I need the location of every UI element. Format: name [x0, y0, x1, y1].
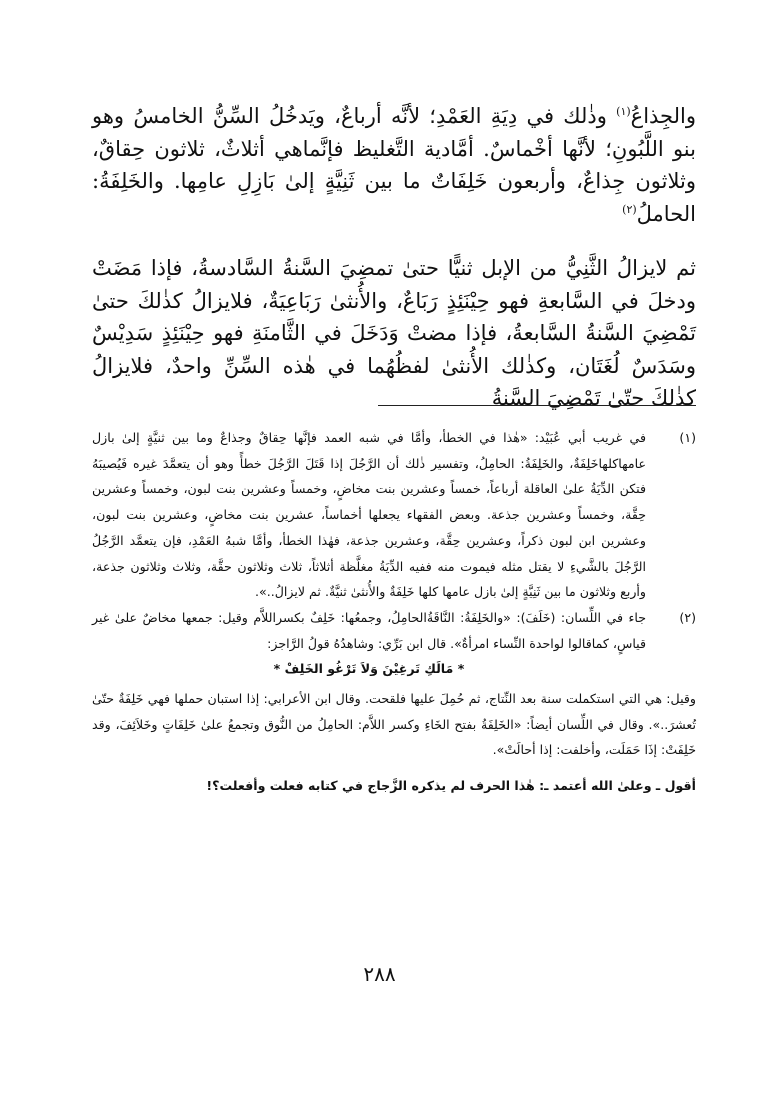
footnote-divider [378, 405, 696, 406]
footnote-1-text: في غريب أبي عُبَيْد: «هٰذا في الخطأ، وأمَّا في شبه العمد فإنَّها حِقاقٌ وجذاعٌ وما بين ثنيَّةٍ إلىٰ بازل عامهاكلهاخَلِفَةٌ، والخَلِفَةُ: الحامِلُ، وتفسير ذٰلك أن الرَّجُلَ إذا قَتَلَ الرَّجُلَ خطأً وهو أن يتعمَّدَ غيره فَيُصيبَهُ فتكن الدِّيَةُ علىٰ العاقلة أرباعاً، خمساً وعشرين بنت مخاضٍ، وخمساً وعشرين بنت لبون، وخمساً وعشرين حِقَّة، وخمساً وعشرين جذعة. وبعض الفقهاء يجعلها أخماساً، عشرين بنت مخاضٍ، وعشرين بنت لبون، وعشرين ابن لبون ذكراً، وعشرين حِقَّة، وعشرين جذعة، فهٰذا الخطأ، وأمَّا شبهُ العَمْدِ، فإن يتعمَّد الرَّجُلُ الرَّجُلَ بالشَّيءِ لا يقتل مثله فيموت منه ففيه الدِّيَةُ مغلَّظة أثلاثاً، ثلاث وثلاثون حقَّة، وثلاث وثلاثون جذعة، وأربع وثلاثون ما بين ثَنِيَّةٍ إلىٰ بازل عامها كلها خَلِفَةٌ والأُنثىٰ ثنيَّةٌ. ثم لايزالُ..». [92, 430, 646, 600]
page-number: ٢٨٨ [363, 962, 396, 986]
footnote-2-body [92, 605, 646, 682]
footnote-2-number: (٢) [679, 609, 696, 625]
footnote-continuation: وقيل: هي التي استكملت سنة بعد النِّتاج، ثم حُمِلَ عليها فلقحت. وقال ابن الأعرابي: إذا استبان حملها فهي خَلِفَةٌ حتّىٰ تُعشرَ..». وقال في اللِّسان أيضاً: «الخَلِفَةُ بفتح الخَاءِ وكسر اللاَّم: الحامِلُ من النُّوق وتجمعُ علىٰ خَلِفَاتٍ وخَلاَئِفَ، وقد خَلِفَتْ: إذَا حَمَلَت، وأخلفت: إذا أحالَتْ». [92, 691, 696, 758]
author-comment: أقول ـ وعلىٰ الله أعتمد ـ: هٰذا الحرف لم يذكره الزَّجاج في كتابه فعلت وأفعلت؟! [206, 778, 696, 794]
main-text [92, 100, 696, 415]
main-paragraph-1 [92, 100, 696, 230]
footnote-ref-2[interactable]: (٢) [622, 202, 637, 216]
footnotes-section [92, 425, 696, 799]
footnote-1 [92, 425, 696, 605]
footnote-ref-1[interactable]: (١) [616, 105, 631, 118]
paragraph1-start: والجِذاعُ [630, 104, 696, 128]
footnote-2 [92, 605, 696, 682]
main-paragraph-2: ثم لايزالُ الثَّنِيُّ من الإبل ثنيًّا حتىٰ تمضِيَ السَّنةُ السَّادسةُ، فإذا مَضَتْ ودخلَ في السَّابعةِ فهو حِيْنَئِذٍ رَبَاعٌ، والأُنثىٰ رَبَاعِيَةٌ، فلايزالُ كذٰلكَ حتىٰ تَمْضِيَ السَّنةُ السَّابعةُ، فإذا مضتْ وَدَخَلَ في الثَّامنَةِ فهو حِيْنَئِذٍ سَدِيْسٌ وسَدَسٌ لُغَتَان، وكذٰلك الأُنثىٰ لفظُهُما في هٰذه السِّنِّ واحدٌ، فلايزالُ كذٰلكَ حتّىٰ تَمْضِيَ السَّنةُ [92, 256, 696, 410]
footnote-2-text: جاء في اللِّسان: (خَلَفَ): «والخَلِفَةُ: النَّاقَةُالحامِلُ، وجمعُها: خَلِفٌ بكسراللاَّم وقيل: جمعها مخاضٌ علىٰ غير قياسٍ، كماقالوا لواحدة النِّساء امرأةٌ». قال ابن بَرِّي: وشاهدُهُ قولُ الرَّاجز: [92, 609, 646, 651]
footnote-1-body [92, 425, 646, 605]
footnote-2-verse: * مَالَكِ تَرغِيْنَ وَلاَ تَرْغُو الخَلِفْ * [273, 661, 465, 677]
footnote-1-number: (١) [679, 430, 696, 445]
paragraph1-rest: وذٰلك في دِيَةِ العَمْدِ؛ لأنَّه أرباعٌ، ويَدخُلُ السِّنُّ الخامسُ وهو بنو اللَّبُونِ؛ لأنَّها أخْماسٌ. أمَّادية التَّغليظ فإنَّماهي أثلاثٌ، ثلاثون حِقاقٌ، وثلاثون جِذاعٌ، وأربعون خَلِفَاتٌ ما بين ثَنِيَّةٍ إلىٰ بَازِلِ عامِها. والخَلِفَةُ: الحاملُ [92, 104, 696, 226]
